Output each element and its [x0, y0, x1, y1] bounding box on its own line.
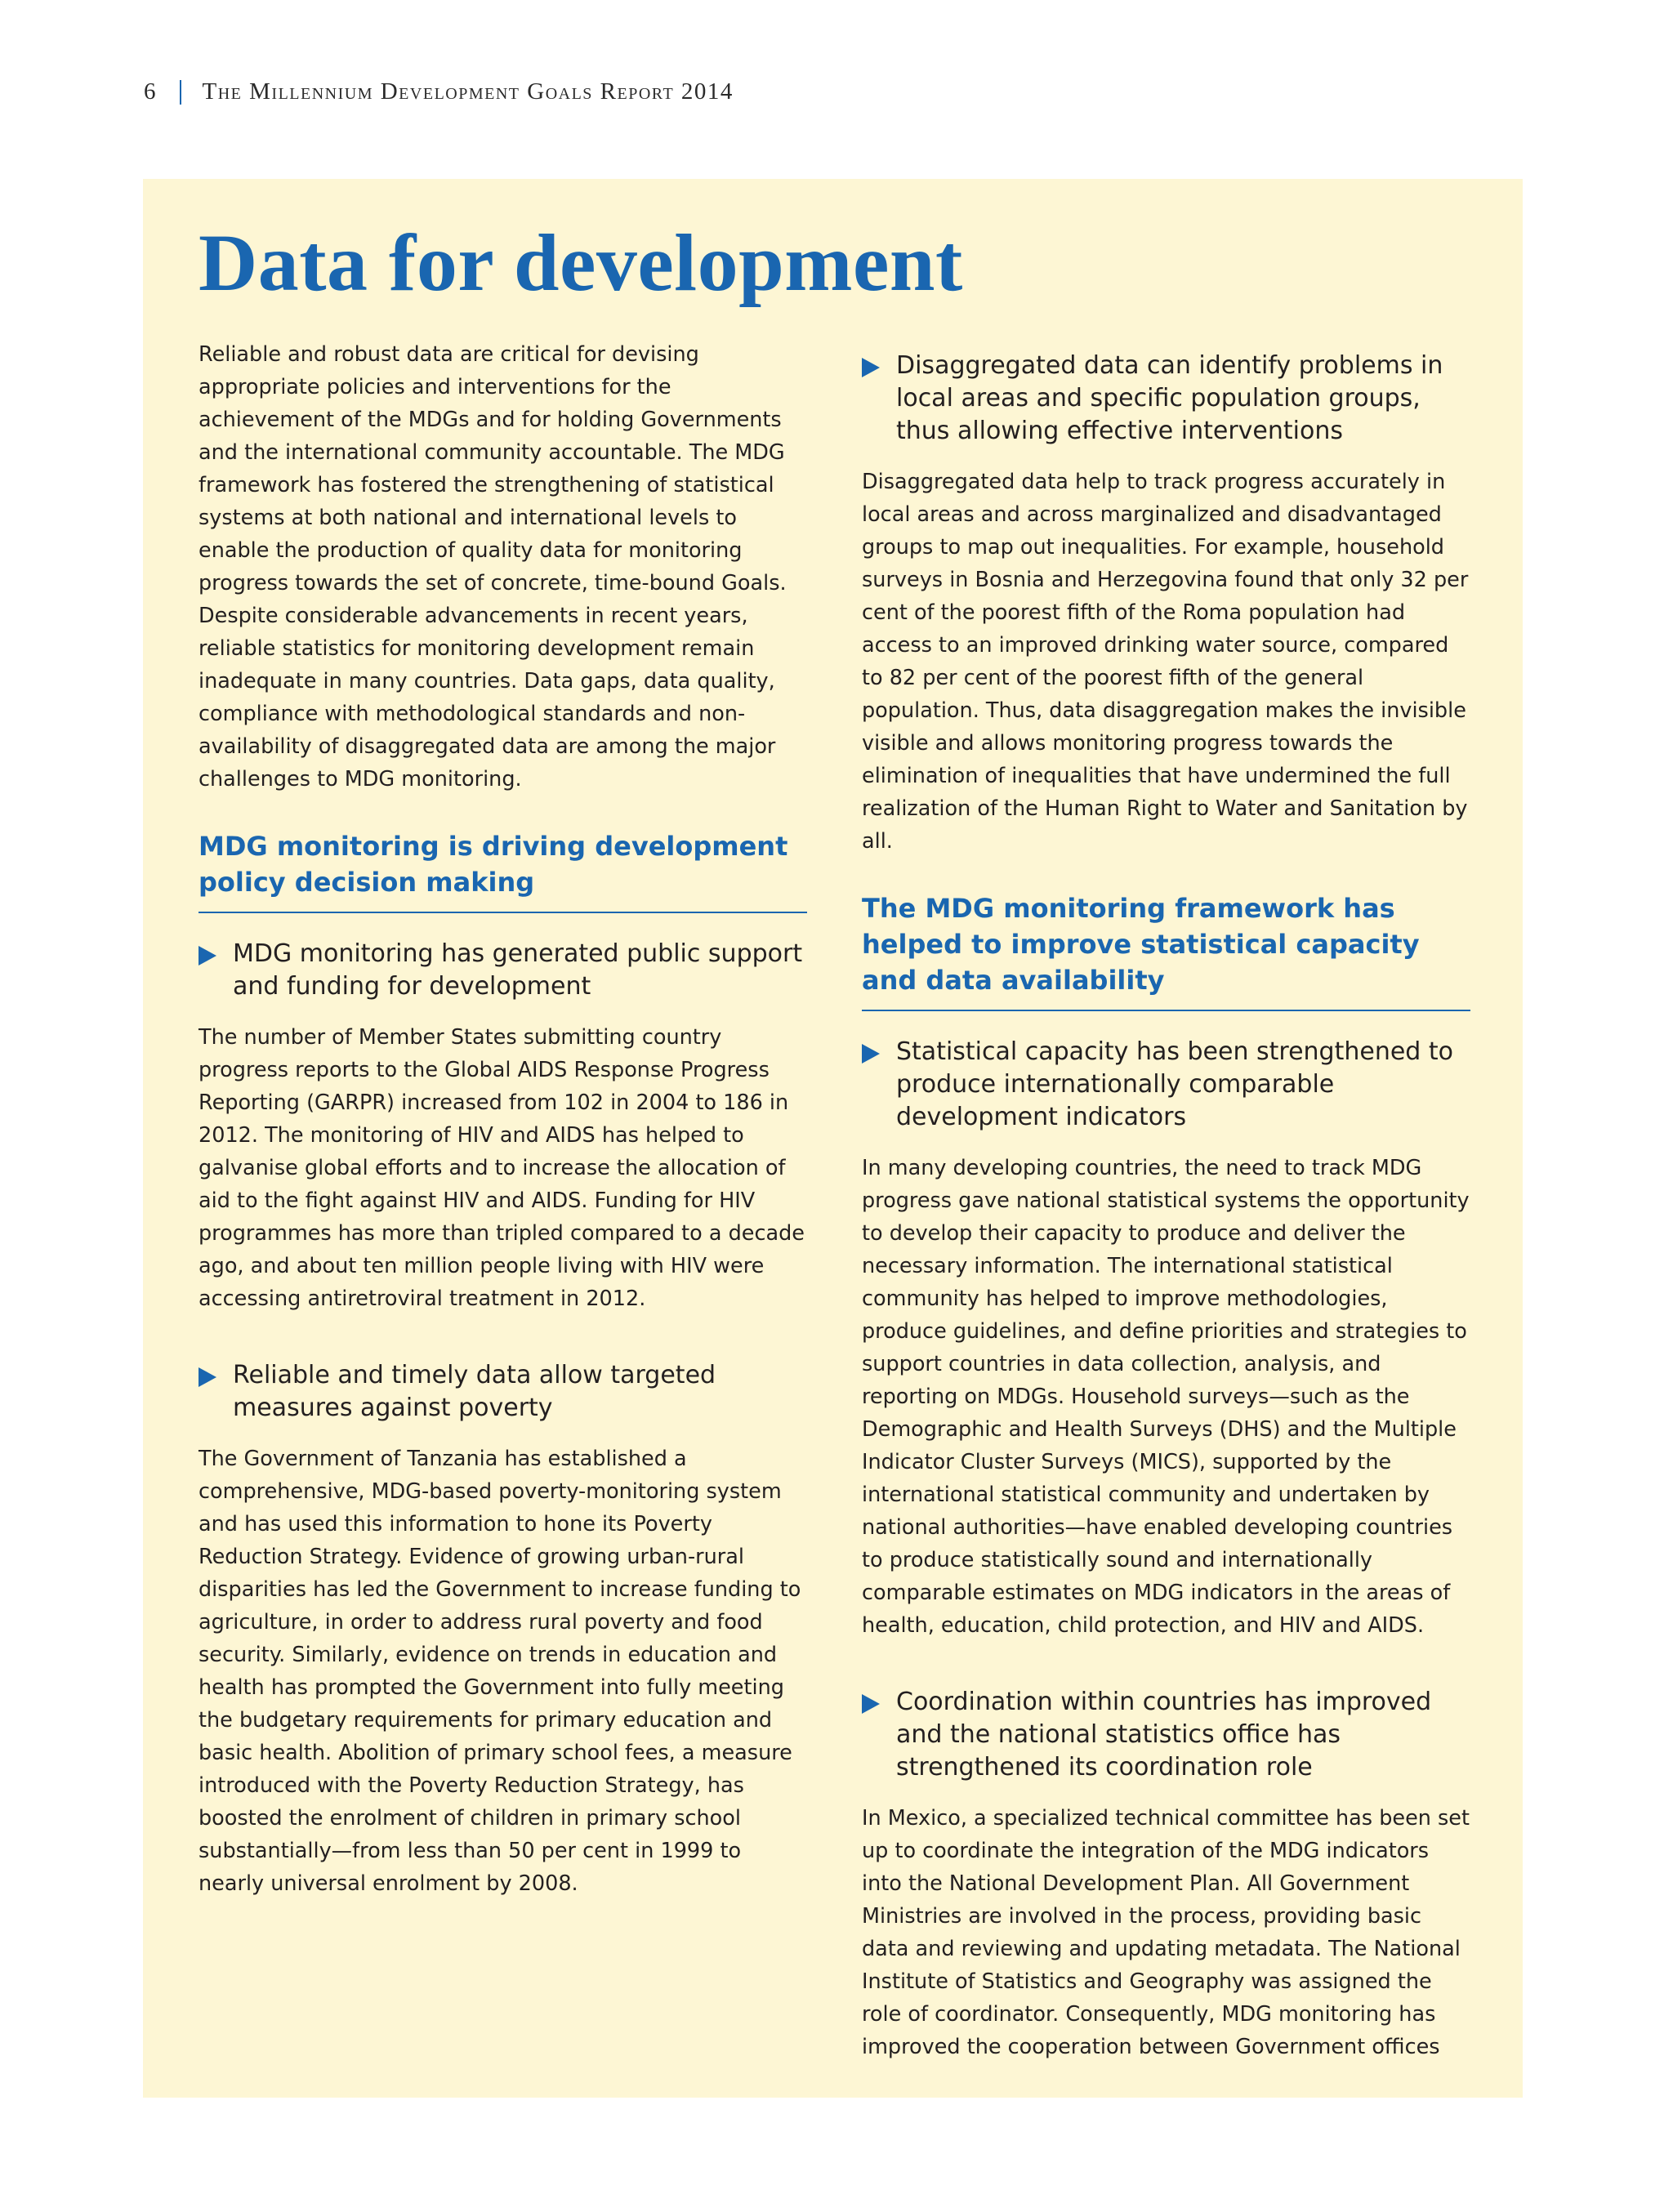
paragraph-tanzania: The Government of Tanzania has established a comprehensive, MDG-based poverty-monitoring system and has used this information to hone its Poverty Reduction Strategy. Evidence of growing urban-rural disparities has led the Government to increase funding to agriculture, in order to address rural poverty and food security. Similarly, evidence on trends in education and health has prompted the Government into fully meeting the budgetary requirements for primary education and basic health. Abolition of primary school fees, a measure introduced with the Poverty Reduction Strategy, has boosted the enrolment of children in primary school substantially—from less than 50 per cent in 1999 to nearly universal enrolment by 2008. [199, 1447, 801, 1896]
subheading-text: Coordination within countries has improved and the national statistics office has strengthened its coordination role [896, 1688, 1432, 1782]
section-heading-policy: MDG monitoring is driving development policy decision making [199, 831, 788, 898]
triangle-bullet-icon [862, 1044, 880, 1064]
triangle-bullet-icon [199, 946, 216, 966]
intro-paragraph: Reliable and robust data are critical for devising appropriate policies and interventions for the achievement of the MDGs and for holding Governments and the international community accountable. The MDG framework has fostered the strengthening of statistical systems at both national and international levels to enable the production of quality data for monitoring progress towards the set of concrete, time-bound Goals. Despite considerable advancements in recent years, reliable statistics for monitoring development remain inadequate in many countries. Data gaps, data quality, compliance with methodological standards and non-availability of disaggregated data are among the major challenges to MDG monitoring. [199, 342, 787, 792]
subheading-text: Statistical capacity has been strengthened to produce internationally comparable development indicators [896, 1037, 1454, 1131]
header-separator [180, 80, 181, 105]
subheading-statistical-capacity [862, 1036, 1470, 1134]
subheading-disaggregated [862, 350, 1470, 448]
report-title: The Millennium Development Goals Report 2014 [202, 78, 734, 105]
triangle-bullet-icon [862, 358, 880, 377]
paragraph-developing-countries: In many developing countries, the need to track MDG progress gave national statistical systems the opportunity to develop their capacity to produce and deliver the necessary information. The international statistical community has helped to improve methodologies, produce guidelines, and define priorities and strategies to support countries in data collection, analysis, and reporting on MDGs. Household surveys—such as the Demographic and Health Surveys (DHS) and the Multiple Indicator Cluster Surveys (MICS), supported by the international statistical community and undertaken by national authorities—have enabled developing countries to produce statistically sound and internationally comparable estimates on MDG indicators in the areas of health, education, child protection, and HIV and AIDS. [862, 1156, 1470, 1638]
section-rule [862, 1010, 1470, 1011]
paragraph-garpr: The number of Member States submitting country progress reports to the Global AIDS Response Progress Reporting (GARPR) increased from 102 in 2004 to 186 in 2012. The monitoring of HIV and AIDS has helped to galvanise global efforts and to increase the allocation of aid to the fight against HIV and AIDS. Funding for HIV programmes has more than tripled compared to a decade ago, and about ten million people living with HIV were accessing antiretroviral treatment in 2012. [199, 1025, 805, 1311]
paragraph-mexico: In Mexico, a specialized technical committee has been set up to coordinate the integration of the MDG indicators into the National Development Plan. All Government Ministries are involved in the process, providing basic data and reviewing and updating metadata. The National Institute of Statistics and Geography was assigned the role of coordinator. Consequently, MDG monitoring has improved the cooperation between Government offices [862, 1806, 1470, 2059]
running-head [144, 78, 734, 105]
page-title: Data for development [199, 217, 963, 308]
subheading-coordination [862, 1686, 1470, 1784]
subheading-text: MDG monitoring has generated public support and funding for development [233, 939, 803, 1001]
subheading-public-support [199, 938, 807, 1003]
right-column [862, 338, 1470, 2063]
subheading-text: Reliable and timely data allow targeted measures against poverty [233, 1361, 716, 1422]
section-rule [199, 912, 807, 913]
left-column [199, 338, 807, 1900]
paragraph-bosnia: Disaggregated data help to track progress accurately in local areas and across marginalized and disadvantaged groups to map out inequalities. For example, household surveys in Bosnia and Herzegovina found that only 32 per cent of the poorest fifth of the Roma population had access to an improved drinking water source, compared to 82 per cent of the poorest fifth of the general population. Thus, data disaggregation makes the invisible visible and allows monitoring progress towards the elimination of inequalities that have undermined the full realization of the Human Right to Water and Sanitation by all. [862, 470, 1469, 854]
triangle-bullet-icon [199, 1367, 216, 1387]
section-heading-capacity: The MDG monitoring framework has helped to improve statistical capacity and data availability [862, 893, 1420, 996]
page-number: 6 [144, 78, 157, 105]
subheading-poverty [199, 1359, 807, 1425]
subheading-text: Disaggregated data can identify problems in local areas and specific population groups, thus allowing effective interventions [896, 351, 1443, 445]
triangle-bullet-icon [862, 1694, 880, 1714]
